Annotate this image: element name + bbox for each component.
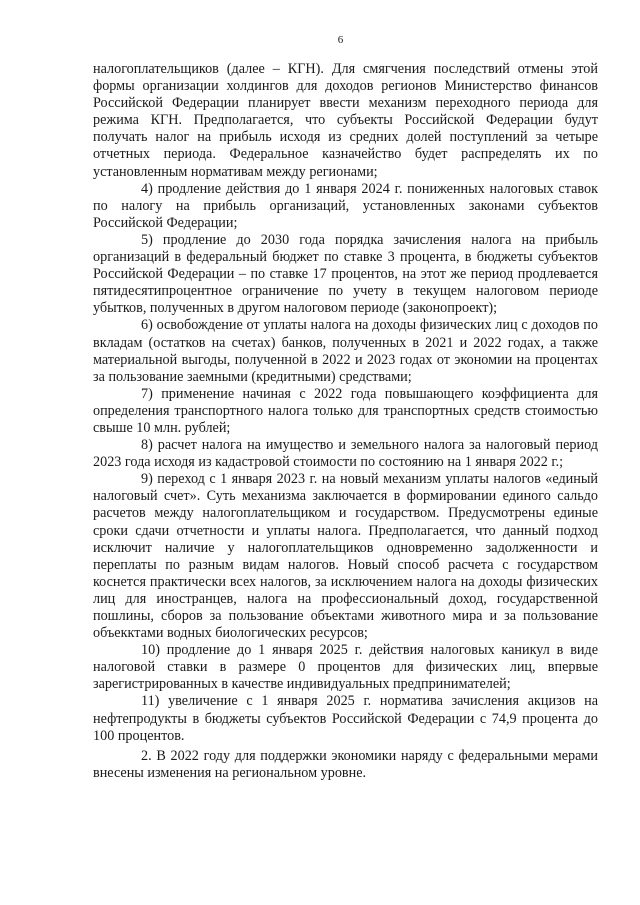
paragraph-item-9: 9) переход с 1 января 2023 г. на новый механизм уплаты налогов «единый налоговый счет». Суть механизма заключается в формировании единого сальдо расчетов между налогоплательщиком и государством. Предусмотрены единые сроки сдачи отчетности и уплаты налога. Предполагается, что данный подход исключит наличие у налогоплательщиков одновременно задолженности и переплаты по разным видам налогов. Новый способ расчета с государством коснется практически всех налогов, за исключением налога на доходы физических лиц для иностранцев, налога на профессиональный доход, государственной пошлины, сборов за пользование объектами животного мира и за пользование объекктами водных биологических ресурсов; (93, 471, 598, 642)
paragraph-item-11: 11) увеличение с 1 января 2025 г. норматива зачисления акцизов на нефтепродукты в бюджеты субъектов Российской Федерации с 74,9 процента до 100 процентов. (93, 693, 598, 744)
paragraph-item-10: 10) продление до 1 января 2025 г. действия налоговых каникул в виде налоговой ставки в размере 0 процентов для физических лиц, впервые зарегистрированных в качестве индивидуальных предпринимателей; (93, 642, 598, 693)
paragraph-section-2: 2. В 2022 году для поддержки экономики наряду с федеральными мерами внесены изменения на региональном уровне. (93, 747, 598, 781)
paragraph-item-7: 7) применение начиная с 2022 года повышающего коэффициента для определения транспортного налога только для транспортных средств стоимостью свыше 10 млн. рублей; (93, 385, 598, 436)
paragraph-item-6: 6) освобождение от уплаты налога на доходы физических лиц с доходов по вкладам (остатков на счетах) банков, полученных в 2021 и 2022 годах, а также материальной выгоды, полученной в 2022 и 2023 годах от экономии на процентах за пользование заемными (кредитными) средствами; (93, 317, 598, 385)
paragraph-kgn-continuation: налогоплательщиков (далее – КГН). Для смягчения последствий отмены этой формы организации холдингов для доходов регионов Министерство финансов Российской Федерации планирует ввести механизм переходного периода для режима КГН. Предполагается, что субъекты Российской Федерации будут получать налог на прибыль исходя из средних долей поступлений за четыре отчетных периода. Федеральное казначейство будет распределять их по установленным нормативам между регионами; (93, 61, 598, 180)
paragraph-item-4: 4) продление действия до 1 января 2024 г. пониженных налоговых ставок по налогу на прибыль организаций, установленных законами субъектов Российской Федерации; (93, 180, 598, 231)
page-number: 6 (337, 34, 344, 46)
paragraph-item-8: 8) расчет налога на имущество и земельного налога за налоговый период 2023 года исходя из кадастровой стоимости по состоянию на 1 января 2022 г.; (93, 437, 598, 471)
paragraph-item-5: 5) продление до 2030 года порядка зачисления налога на прибыль организаций в федеральный бюджет по ставке 3 процента, в бюджеты субъектов Российской Федерации – по ставке 17 процентов, на этот же период продлевается пятидесятипроцентное ограничение по учету в текущем налоговом периоде убытков, полученных в другом налоговом периоде (законопроект); (93, 231, 598, 317)
